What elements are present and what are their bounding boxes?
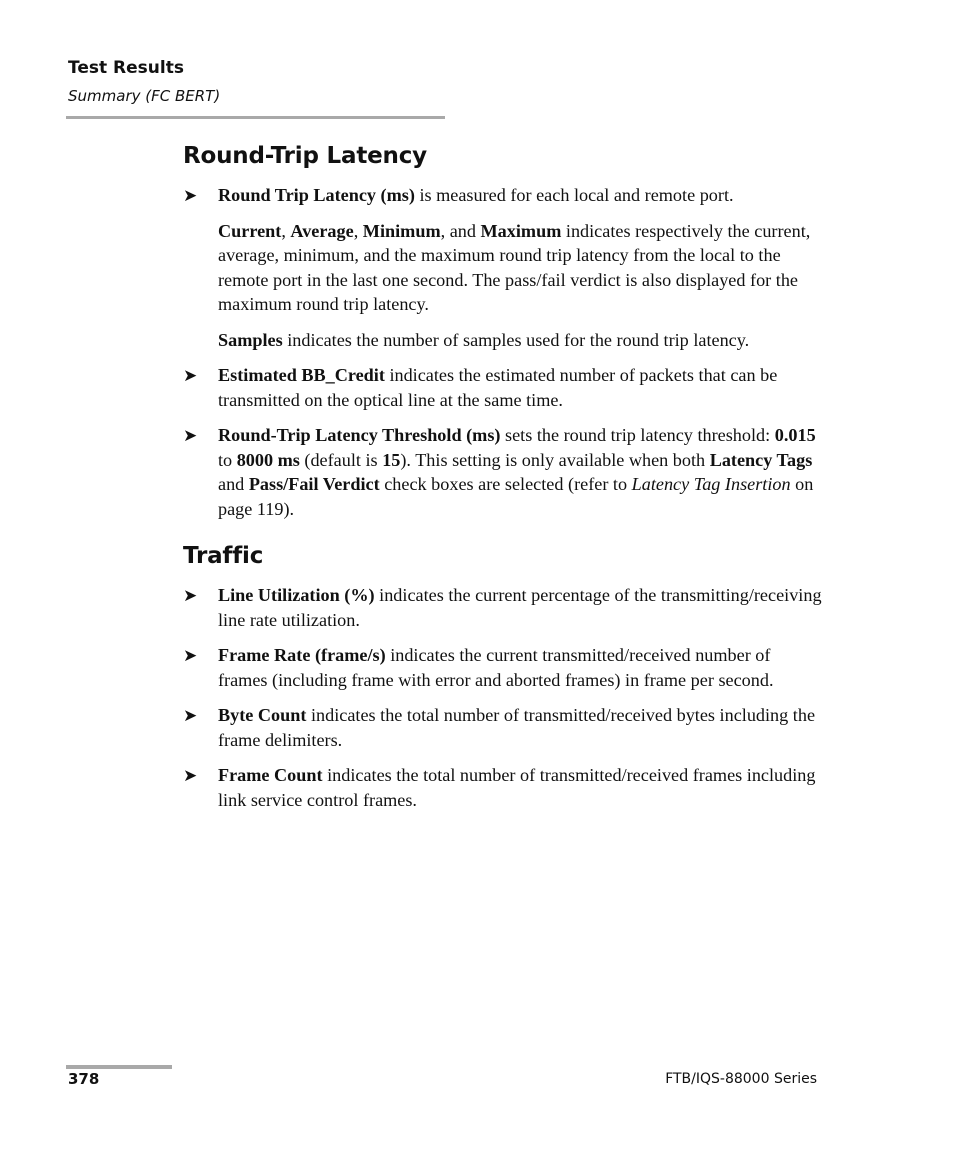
list-item-byte-count <box>183 703 823 752</box>
bullet-arrow-icon: ➤ <box>183 766 198 786</box>
term-minimum: Minimum <box>362 220 441 241</box>
term-samples: Samples <box>218 329 283 350</box>
list-item-estimated-bb-credit <box>183 363 823 412</box>
text: check boxes are selected (refer to <box>379 474 632 494</box>
text: and <box>218 474 249 494</box>
term: Line Utilization (%) <box>218 585 375 605</box>
term-latency-tags: Latency Tags <box>709 449 813 470</box>
paragraph-latency-values <box>183 219 823 317</box>
page-number: 378 <box>68 1070 100 1088</box>
bullet-arrow-icon: ➤ <box>183 186 198 206</box>
text: to <box>218 449 237 470</box>
term-maximum: Maximum <box>480 220 562 241</box>
footer-rule <box>66 1065 172 1069</box>
product-name: FTB/IQS-88000 Series <box>665 1071 817 1087</box>
cross-reference-link[interactable]: Latency Tag Insertion <box>631 474 791 494</box>
header-subtitle: Summary (FC BERT) <box>68 87 221 105</box>
bullet-arrow-icon: ➤ <box>183 426 198 446</box>
description: indicates respectively the current, average, minimum, and the maximum round trip latency from the local to the remote port in the last one second. The pass/fail verdict is also displayed for the maximum round trip latency. <box>218 220 811 314</box>
bullet-arrow-icon: ➤ <box>183 366 198 386</box>
text: on page 119). <box>218 474 814 519</box>
list-item-line-utilization <box>183 583 823 632</box>
description: indicates the total number of transmitted/received bytes including the frame delimiters. <box>218 705 816 750</box>
term: Frame Rate (frame/s) <box>218 645 386 665</box>
term-pass-fail-verdict: Pass/Fail Verdict <box>248 474 380 494</box>
threshold-max: 8000 ms <box>236 449 300 470</box>
separator: , and <box>440 220 481 241</box>
text: ). This setting is only available when both <box>400 449 710 470</box>
term: Estimated BB_Credit <box>218 365 385 385</box>
page-content <box>183 143 823 823</box>
header-title: Test Results <box>68 58 184 78</box>
header-rule <box>66 116 445 119</box>
list-item-round-trip-latency <box>183 183 823 208</box>
description: indicates the total number of transmitted/received frames including link service control frames. <box>218 765 816 810</box>
term: Round-Trip Latency Threshold (ms) <box>218 425 501 445</box>
bullet-arrow-icon: ➤ <box>183 706 198 726</box>
term: Byte Count <box>218 705 307 725</box>
list-item-latency-threshold <box>183 423 823 521</box>
section-heading-traffic: Traffic <box>183 543 264 569</box>
paragraph-samples <box>183 328 823 353</box>
description: is measured for each local and remote port. <box>414 185 734 205</box>
section-heading-round-trip-latency: Round-Trip Latency <box>183 143 427 169</box>
separator: , <box>281 220 291 241</box>
threshold-default: 15 <box>382 449 401 470</box>
separator: , <box>353 220 363 241</box>
list-item-frame-rate <box>183 643 823 692</box>
description: indicates the current transmitted/received number of frames (including frame with error and aborted frames) in frame per second. <box>218 645 774 690</box>
term-average: Average <box>290 220 354 241</box>
threshold-min: 0.015 <box>774 425 816 445</box>
term: Round Trip Latency (ms) <box>218 185 415 205</box>
text: (default is <box>299 449 383 470</box>
term-current: Current <box>218 220 282 241</box>
term: Frame Count <box>218 765 323 785</box>
list-item-frame-count <box>183 763 823 812</box>
description: indicates the current percentage of the transmitting/receiving line rate utilization. <box>218 585 822 630</box>
description: indicates the estimated number of packets that can be transmitted on the optical line at the same time. <box>218 365 778 410</box>
description: indicates the number of samples used for the round trip latency. <box>282 329 750 350</box>
bullet-arrow-icon: ➤ <box>183 646 198 666</box>
bullet-arrow-icon: ➤ <box>183 586 198 606</box>
text: sets the round trip latency threshold: <box>500 425 775 445</box>
